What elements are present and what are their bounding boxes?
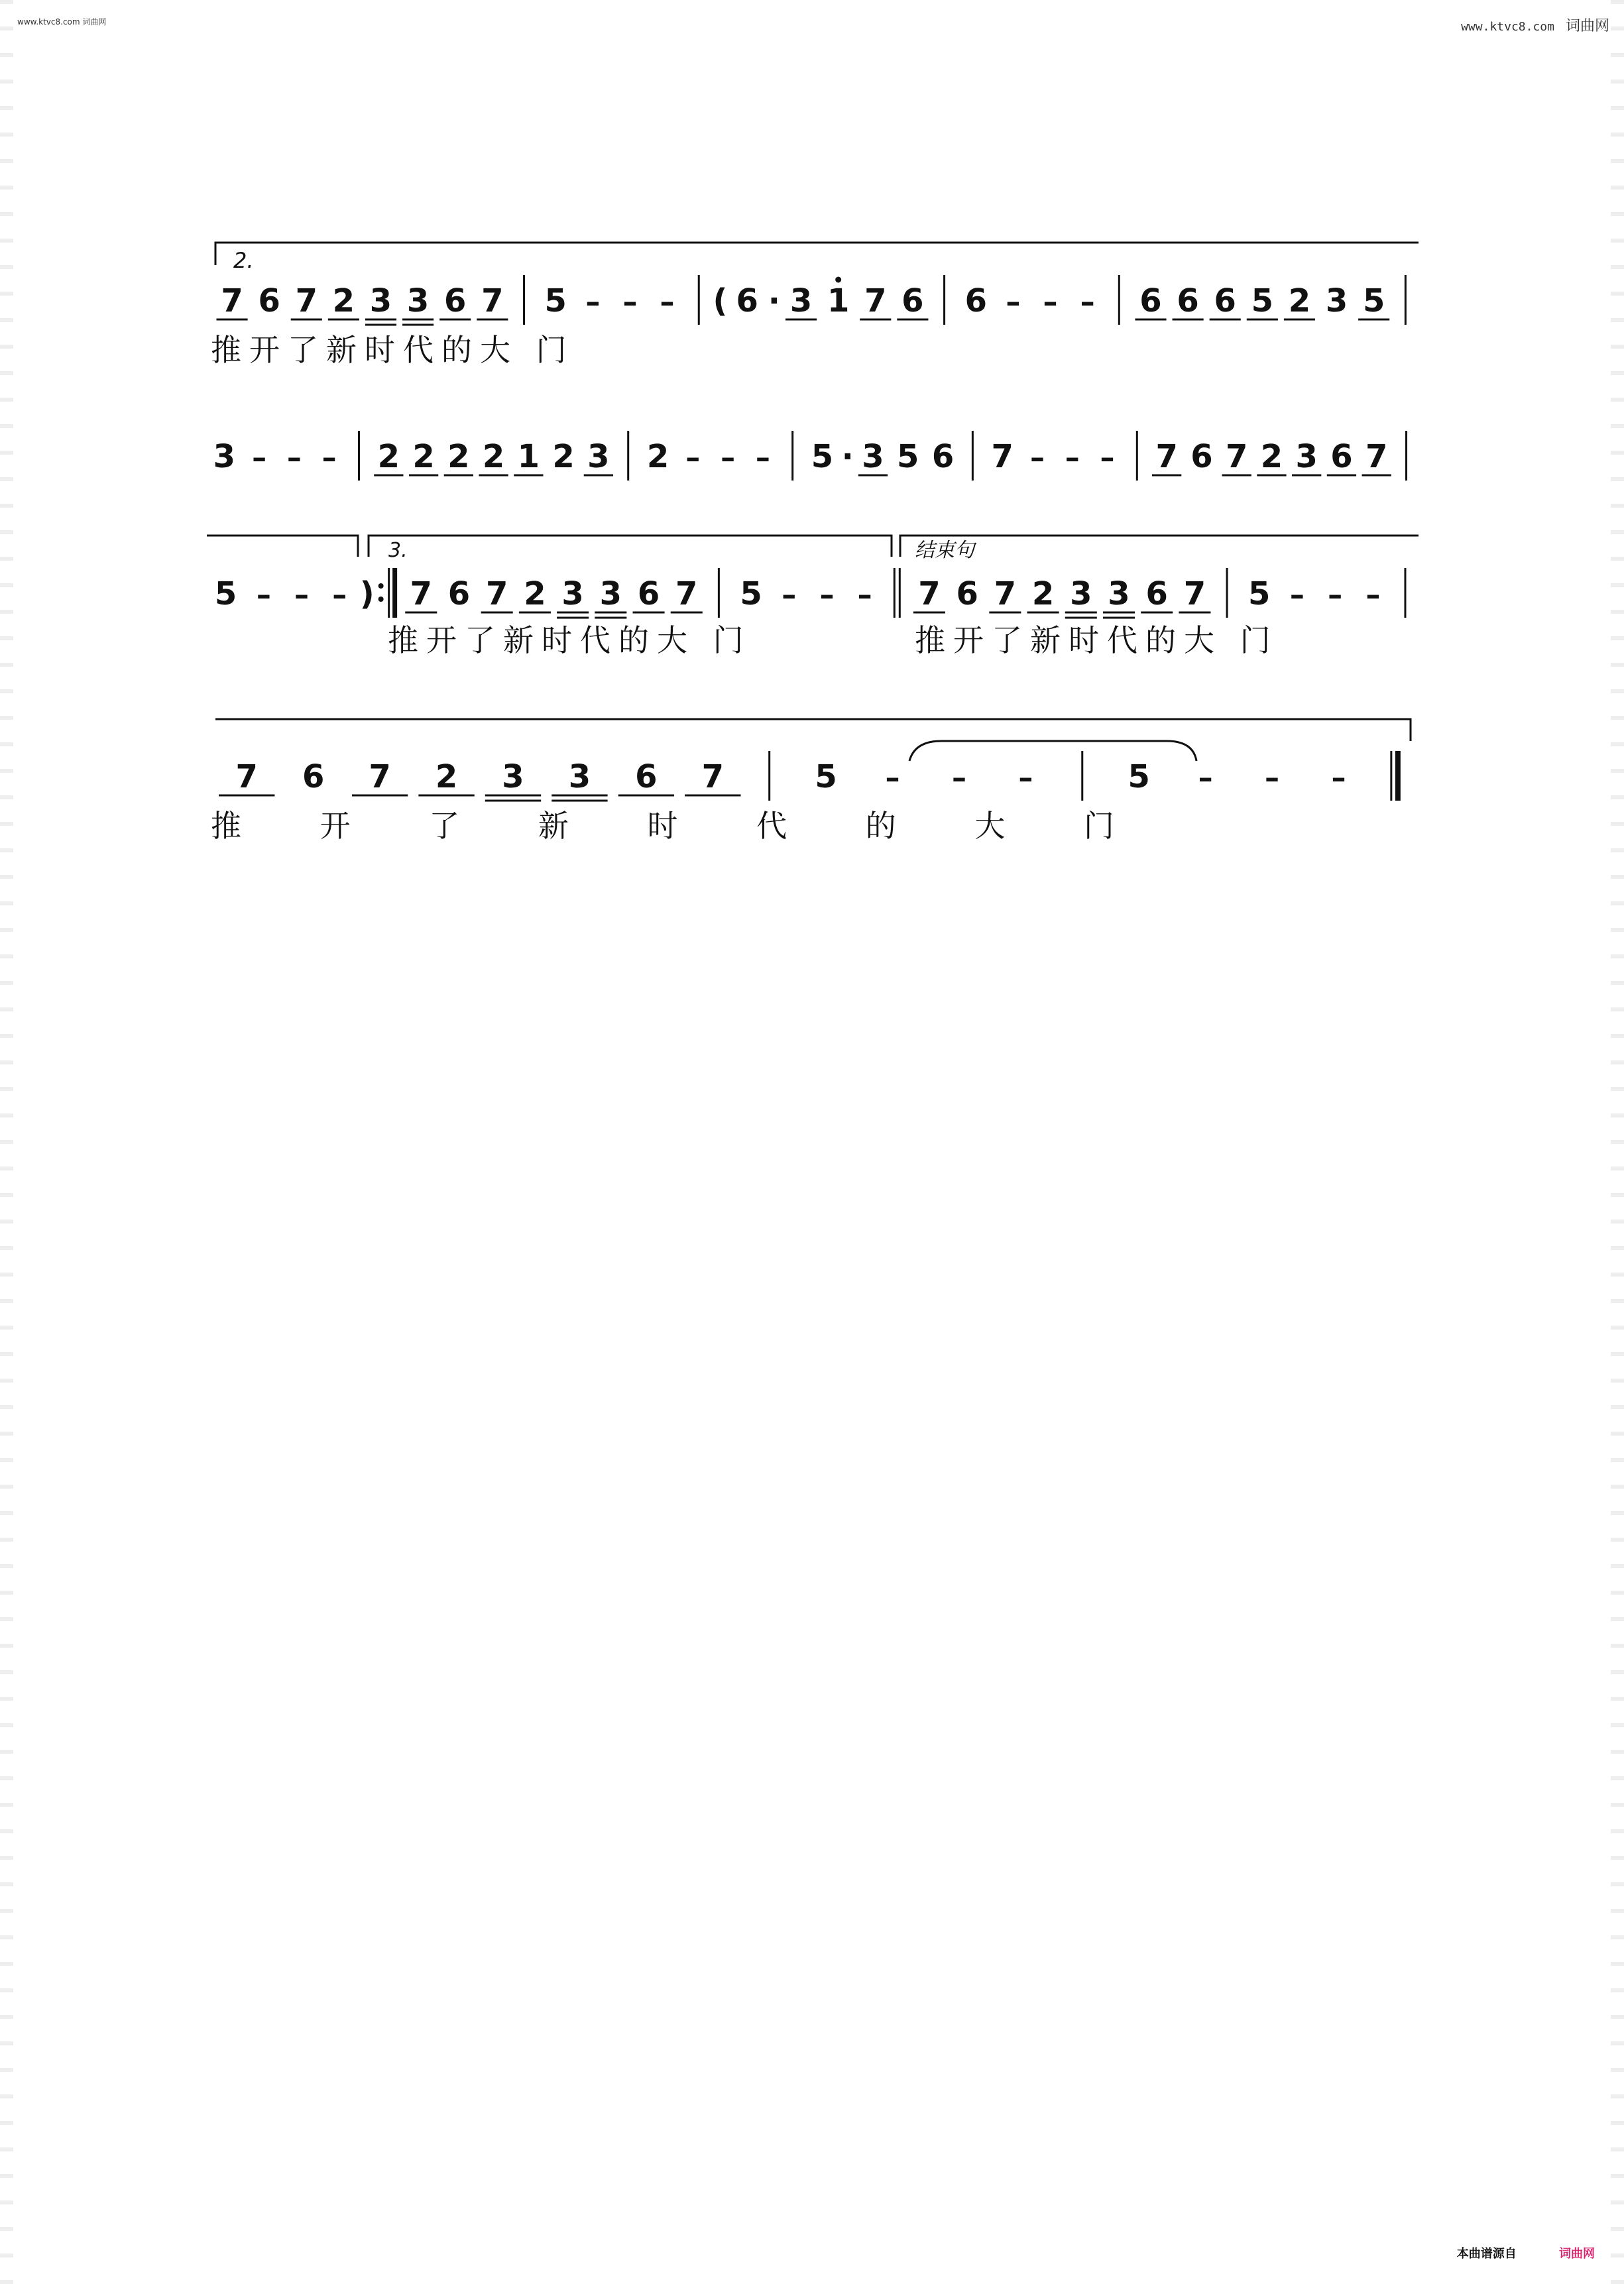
- note-token: –: [660, 285, 675, 319]
- note-token: 5: [1362, 282, 1385, 319]
- note-token: –: [1289, 578, 1305, 612]
- note-token: –: [256, 578, 271, 612]
- note-token: 6: [1177, 282, 1199, 319]
- repeat-dot: [378, 597, 384, 602]
- note-token: 3: [587, 438, 610, 475]
- note-token: 2: [447, 438, 470, 475]
- note-token: 5: [811, 438, 834, 475]
- tie-slur: [909, 741, 1196, 761]
- ending-label: 结束句: [915, 539, 974, 562]
- note-token: –: [1365, 578, 1381, 612]
- note-token: 7: [1225, 438, 1248, 475]
- note-token: 7: [675, 575, 698, 612]
- note-token: –: [332, 578, 347, 612]
- note-token: –: [782, 578, 797, 612]
- note-token: 6: [901, 282, 924, 319]
- note-token: –: [1328, 578, 1343, 612]
- note-token: –: [321, 441, 337, 475]
- note-token: –: [1018, 761, 1033, 795]
- note-token: 5: [897, 438, 919, 475]
- note-token: 5: [1128, 758, 1150, 795]
- score-line-4: [219, 751, 1398, 801]
- octave-dot: [835, 277, 841, 283]
- note-token: 6: [1145, 575, 1168, 612]
- note-token: –: [885, 761, 900, 795]
- note-token: 7: [485, 575, 508, 612]
- note-token: 7: [235, 758, 258, 795]
- score-line-3: [215, 568, 1405, 618]
- note-token: 6: [956, 575, 978, 612]
- note-token: –: [1043, 285, 1058, 319]
- note-token: 6: [1139, 282, 1162, 319]
- note-token: –: [1265, 761, 1280, 795]
- note-token: –: [286, 441, 302, 475]
- note-token: –: [951, 761, 966, 795]
- note-token: 6: [1330, 438, 1353, 475]
- repeat-dot: [378, 583, 384, 589]
- header-brand: 词曲网: [1565, 18, 1609, 34]
- lyrics-line-4: 推 开 了 新 时 代 的 大 门: [211, 808, 1149, 844]
- note-token: 5: [740, 575, 762, 612]
- note-token: 6: [444, 282, 467, 319]
- note-token: (: [713, 282, 728, 319]
- note-token: 7: [701, 758, 725, 795]
- note-token: 3: [789, 282, 813, 319]
- note-token: –: [685, 441, 701, 475]
- note-token: 3: [561, 575, 584, 612]
- note-token: ): [359, 575, 375, 612]
- note-token: 7: [1365, 438, 1388, 475]
- footer: [1457, 2244, 1595, 2261]
- note-token: 2: [646, 438, 669, 475]
- note-token: 6: [1214, 282, 1236, 319]
- note-token: –: [1065, 441, 1080, 475]
- score-line-1: [216, 275, 1405, 325]
- note-token: 6: [258, 282, 280, 319]
- lyrics-line-3b: 推开了新时代的大 门: [915, 622, 1279, 658]
- bracket-line4: [215, 719, 1411, 741]
- note-token: 6: [637, 575, 660, 612]
- note-token: 2: [377, 438, 400, 475]
- note-token: 2: [524, 575, 546, 612]
- note-token: 2: [1031, 575, 1055, 612]
- note-token: 3: [1070, 575, 1092, 612]
- note-token: –: [294, 578, 310, 612]
- note-token: 2: [1288, 282, 1311, 319]
- note-token: 6: [302, 758, 325, 795]
- note-token: 5: [1251, 282, 1274, 319]
- note-token: 5: [544, 282, 567, 319]
- note-token: –: [585, 285, 601, 319]
- note-token: 7: [221, 282, 243, 319]
- footer-brand: 词曲网: [1559, 2247, 1595, 2261]
- note-token: 3: [568, 758, 591, 795]
- note-token: 7: [481, 282, 504, 319]
- note-token: 6: [736, 282, 758, 319]
- note-token: –: [1029, 441, 1045, 475]
- note-token: 2: [412, 438, 435, 475]
- note-token: ·: [841, 438, 854, 475]
- note-token: 1: [517, 438, 540, 475]
- note-token: –: [1331, 761, 1346, 795]
- note-token: –: [721, 441, 736, 475]
- note-token: 7: [994, 575, 1017, 612]
- note-token: 3: [1295, 438, 1318, 475]
- note-token: 7: [991, 438, 1014, 475]
- header-site-url: www.ktvc8.com: [1461, 20, 1554, 34]
- note-token: 2: [332, 282, 355, 319]
- note-token: ·: [768, 282, 780, 319]
- note-token: 2: [482, 438, 505, 475]
- note-token: 7: [410, 575, 432, 612]
- note-token: –: [819, 578, 835, 612]
- note-token: 7: [864, 282, 887, 319]
- footer-source: 本曲谱源自: [1456, 2247, 1517, 2261]
- note-token: 2: [435, 758, 458, 795]
- note-token: –: [857, 578, 872, 612]
- volta-label-2: 2.: [233, 248, 254, 273]
- note-token: –: [755, 441, 770, 475]
- note-token: 3: [1325, 282, 1348, 319]
- volta-label-3: 3.: [388, 539, 408, 562]
- note-token: –: [1080, 285, 1095, 319]
- note-token: 2: [552, 438, 575, 475]
- note-token: 2: [1260, 438, 1283, 475]
- note-token: 3: [502, 758, 524, 795]
- note-token: 5: [214, 575, 237, 612]
- note-token: 7: [1155, 438, 1178, 475]
- score-line-2: [213, 431, 1407, 481]
- note-token: 5: [1247, 575, 1271, 612]
- note-token: 6: [1190, 438, 1213, 475]
- note-token: 1: [827, 282, 850, 319]
- note-token: 6: [635, 758, 658, 795]
- note-token: 7: [369, 758, 391, 795]
- lyrics-line-3a: 推开了新时代的大 门: [388, 622, 752, 658]
- note-token: 7: [918, 575, 941, 612]
- note-token: –: [622, 285, 638, 319]
- note-token: –: [1006, 285, 1021, 319]
- note-token: –: [1198, 761, 1213, 795]
- note-token: 3: [599, 575, 622, 612]
- note-token: 3: [369, 282, 392, 319]
- volta-bracket-line3: [207, 536, 1419, 562]
- note-token: 5: [815, 758, 837, 795]
- note-token: 6: [964, 282, 987, 319]
- note-token: 7: [1183, 575, 1206, 612]
- note-token: 6: [447, 575, 471, 612]
- note-token: 3: [862, 438, 884, 475]
- note-token: –: [252, 441, 267, 475]
- note-token: 3: [406, 282, 430, 319]
- note-token: 6: [931, 438, 955, 475]
- note-token: –: [1100, 441, 1115, 475]
- lyrics-line-1: 推开了新时代的大 门: [211, 332, 575, 368]
- note-token: 7: [295, 282, 318, 319]
- volta-bracket-line1: [215, 243, 1419, 273]
- header-left-source: www.ktvc8.com 词曲网: [17, 17, 107, 27]
- note-token: 3: [1108, 575, 1130, 612]
- note-token: 3: [213, 438, 236, 475]
